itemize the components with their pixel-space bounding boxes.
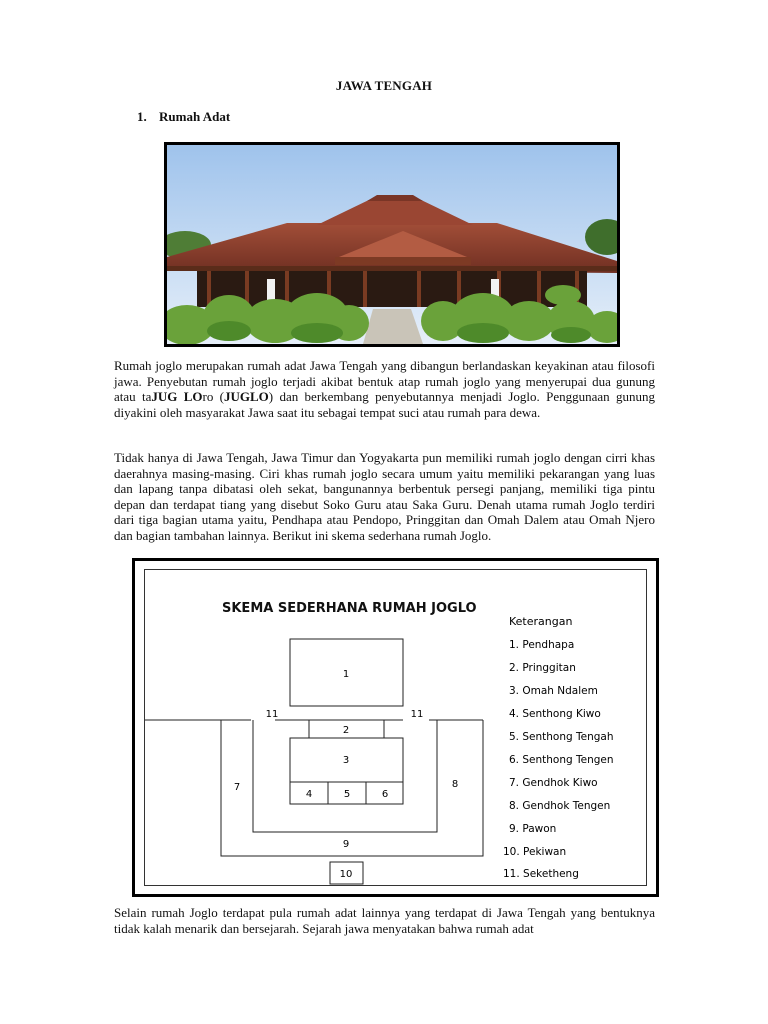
label-4: 4 bbox=[305, 789, 313, 800]
schema-diagram bbox=[145, 570, 646, 885]
label-2: 2 bbox=[342, 725, 350, 736]
label-3: 3 bbox=[342, 755, 350, 766]
section-title: Rumah Adat bbox=[159, 109, 231, 124]
outer-enclosure bbox=[221, 720, 483, 856]
legend-item: 11. Seketheng bbox=[503, 868, 579, 880]
legend-item: 3. Omah Ndalem bbox=[509, 685, 598, 697]
paragraph-3: Selain rumah Joglo terdapat pula rumah adat lainnya yang terdapat di Jawa Tengah yang bentuknya tidak kalah menarik dan bersejarah. Sejarah jawa menyatakan bahwa rumah adat bbox=[114, 905, 655, 936]
legend bbox=[503, 639, 614, 880]
legend-item: 2. Pringgitan bbox=[509, 662, 576, 674]
page-title: JAWA TENGAH bbox=[335, 78, 433, 93]
legend-item: 6. Senthong Tengen bbox=[509, 754, 614, 766]
label-11-left: 11 bbox=[265, 709, 279, 720]
legend-item: 7. Gendhok Kiwo bbox=[509, 777, 598, 789]
legend-item: 4. Senthong Kiwo bbox=[509, 708, 601, 720]
label-5: 5 bbox=[343, 789, 351, 800]
label-7: 7 bbox=[233, 782, 241, 793]
legend-item: 1. Pendhapa bbox=[509, 639, 575, 651]
schema-title: SKEMA SEDERHANA RUMAH JOGLO bbox=[222, 601, 477, 616]
paragraph-2: Tidak hanya di Jawa Tengah, Jawa Timur dan Yogyakarta pun memiliki rumah joglo dengan cirri khas daerahnya masing-masing. Ciri khas rumah joglo secara umum yaitu memiliki pekarangan yang luas dan lapang tanpa dibatasi oleh sekat, bangunannya berbentuk persegi panjang, memiliki tiga pintu depan dan terdapat tiang yang disebut Soko Guru atau Saka Guru. Denah utama rumah Joglo terdiri dari tiga bagian utama yaitu, Pendhapa atau Pendopo, Pringgitan dan Omah Dalem atau Omah Njero dan bagian tambahan lainnya. Berikut ini skema sederhana rumah Joglo. bbox=[114, 450, 655, 543]
paragraph-1: Rumah joglo merupakan rumah adat Jawa Tengah yang dibangun berlandaskan keyakinan atau filosofi jawa. Penyebutan rumah joglo terjadi akibat bentuk atap rumah joglo yang menyerupai dua gunung atau taJUG LOro (JUGLO) dan berkembang penyebutannya menjadi Joglo. Penggunaan gunung diyakini oleh masyarakat Jawa saat itu sebagai tempat suci atau rumah para dewa. bbox=[114, 358, 655, 420]
label-10: 10 bbox=[339, 869, 353, 880]
section-number: 1. bbox=[137, 109, 147, 124]
joglo-house-illustration bbox=[167, 145, 617, 344]
legend-item: 10. Pekiwan bbox=[503, 846, 567, 858]
joglo-house-photo bbox=[164, 142, 620, 347]
inner-enclosure bbox=[253, 720, 437, 832]
eaves bbox=[167, 266, 617, 271]
label-8: 8 bbox=[451, 779, 459, 790]
schema-frame bbox=[144, 569, 647, 886]
legend-item: 5. Senthong Tengah bbox=[509, 731, 614, 743]
label-11-right: 11 bbox=[410, 709, 424, 720]
label-6: 6 bbox=[381, 789, 389, 800]
legend-item: 9. Pawon bbox=[509, 823, 557, 835]
section-heading bbox=[137, 109, 230, 125]
legend-title: Keterangan bbox=[509, 615, 573, 628]
joglo-schema-figure bbox=[132, 558, 659, 897]
legend-item: 8. Gendhok Tengen bbox=[509, 800, 611, 812]
label-9: 9 bbox=[342, 839, 350, 850]
lamp-left bbox=[267, 279, 275, 301]
label-1: 1 bbox=[342, 669, 350, 680]
gable-beam bbox=[335, 257, 471, 265]
